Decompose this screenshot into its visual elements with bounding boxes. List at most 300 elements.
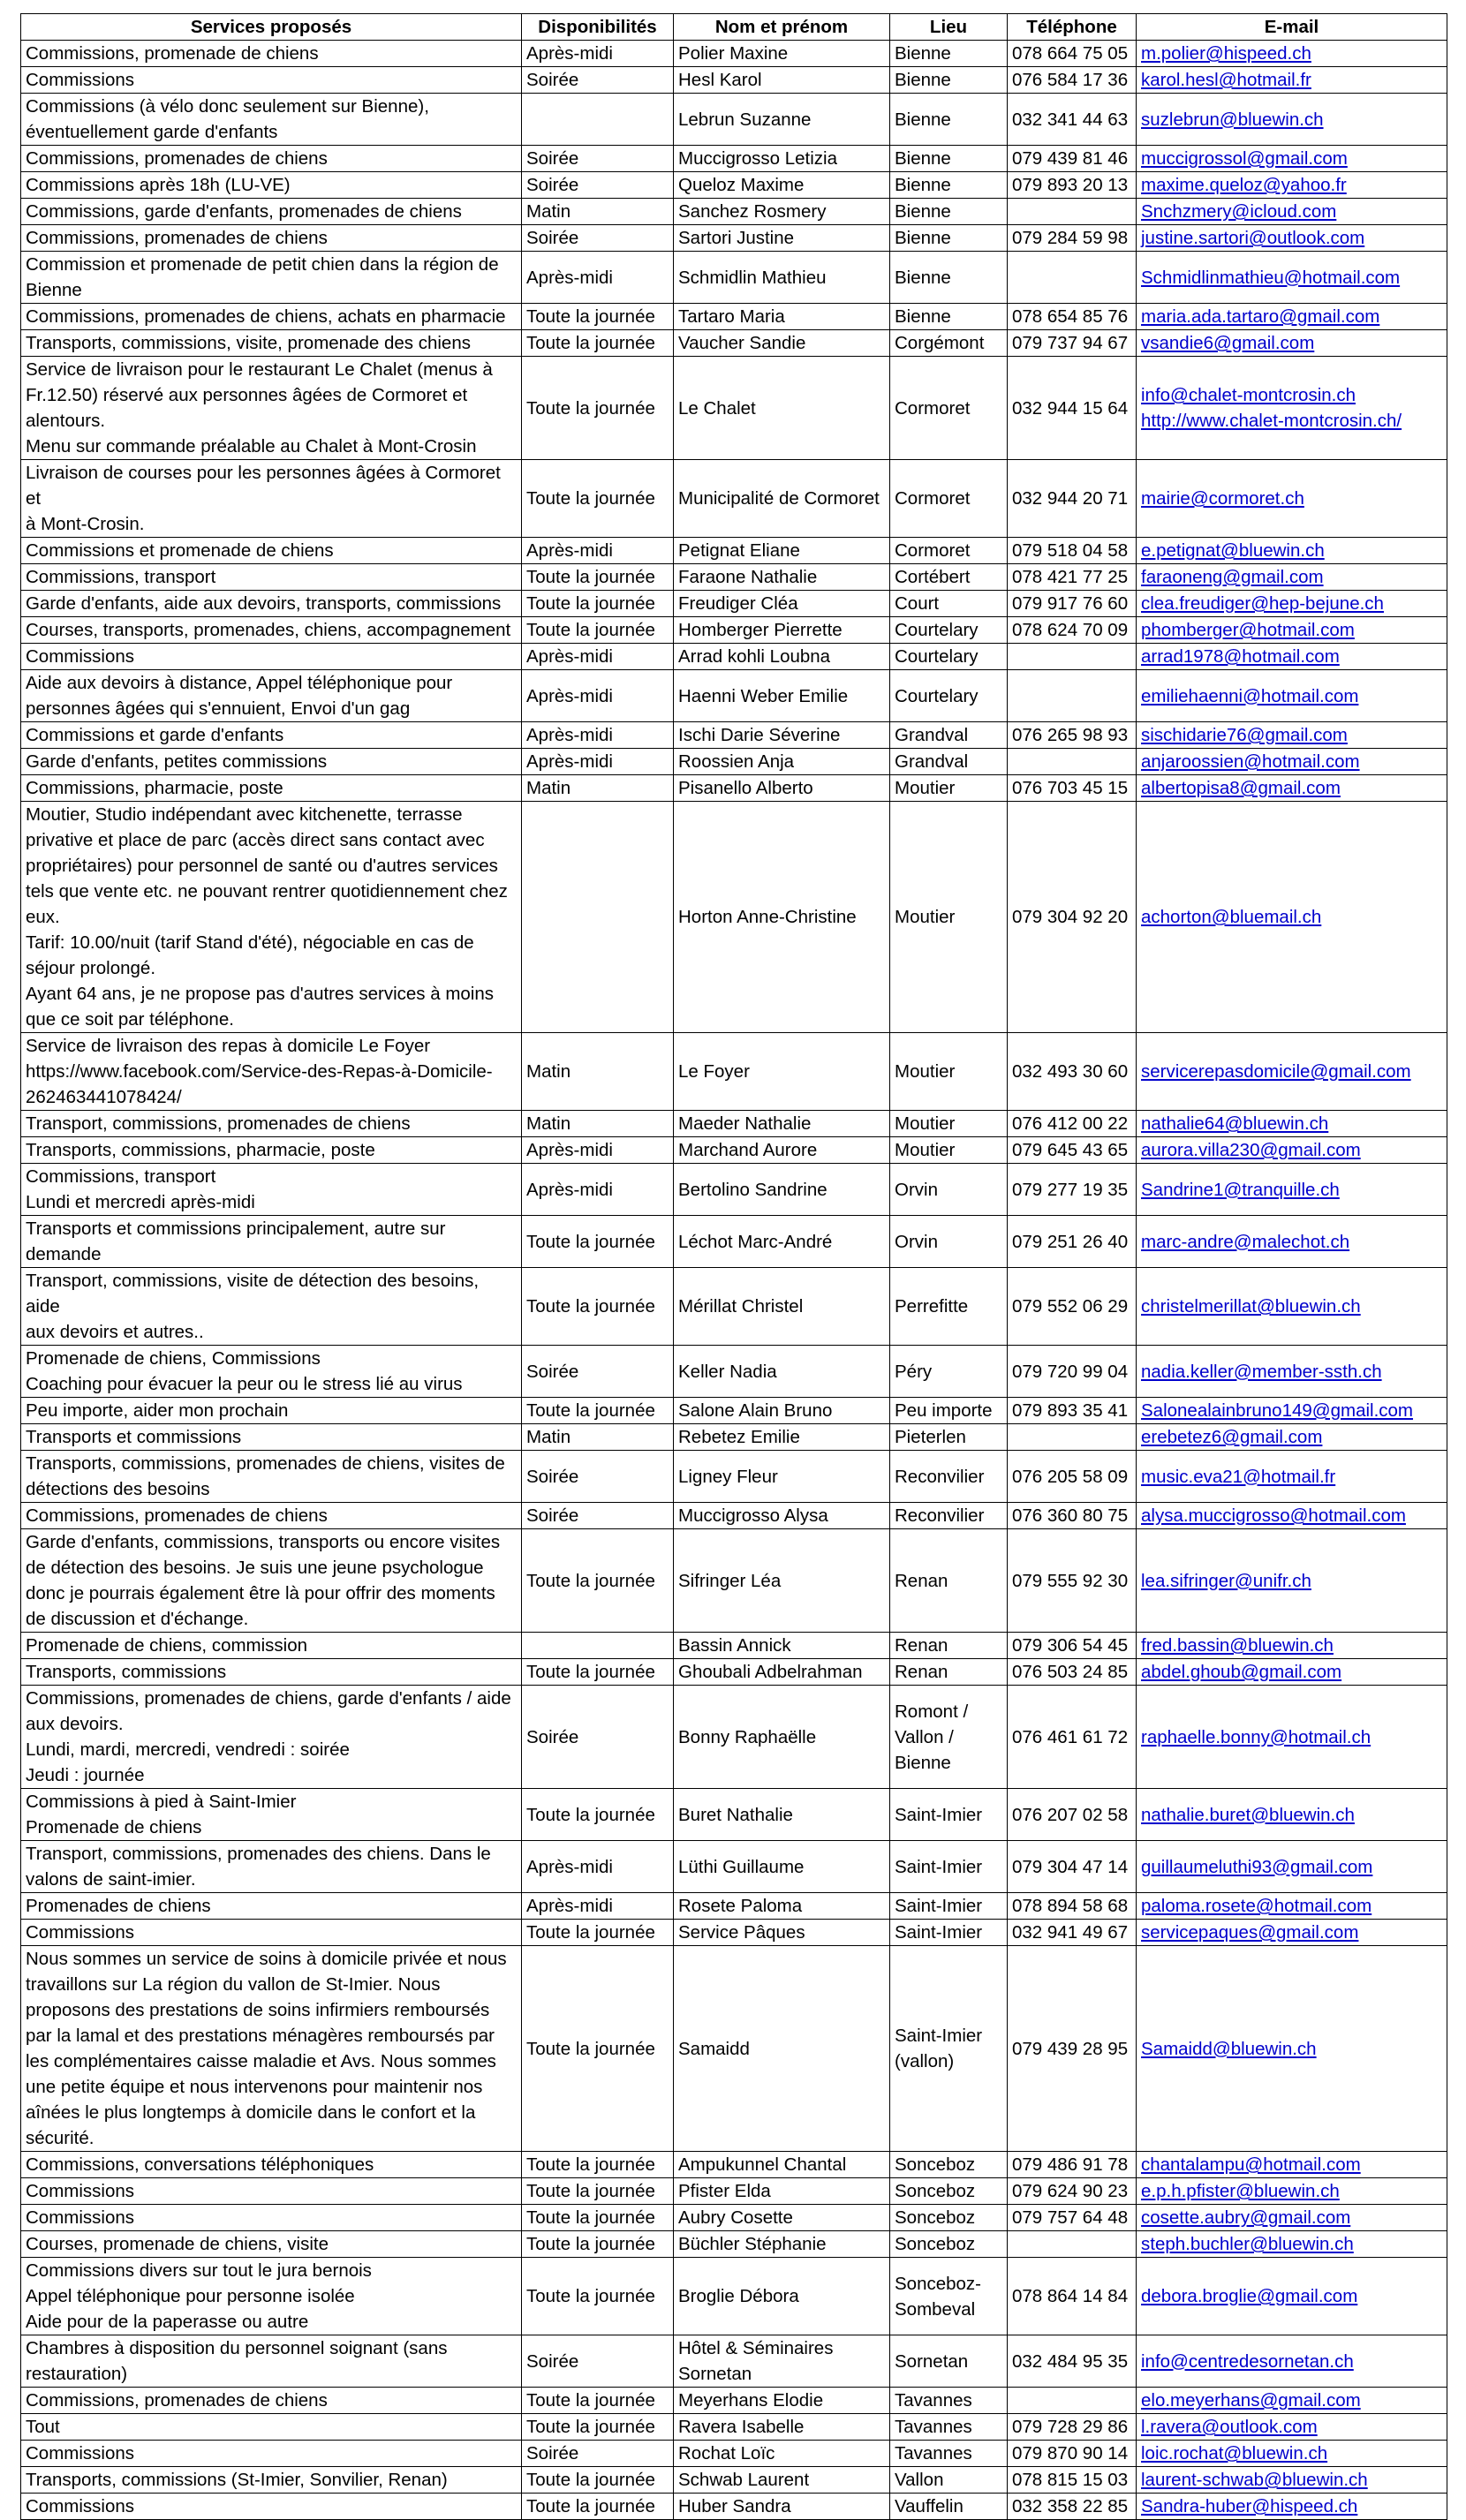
- cell-services: Commissions, transport: [21, 564, 522, 591]
- cell-name: Faraone Nathalie: [674, 564, 890, 591]
- cell-email[interactable]: phomberger@hotmail.com: [1137, 617, 1447, 644]
- cell-availability: Toute la journée: [522, 460, 674, 538]
- cell-phone: 079 518 04 58: [1008, 538, 1137, 564]
- cell-email[interactable]: Sandrine1@tranquille.ch: [1137, 1164, 1447, 1216]
- cell-email[interactable]: e.p.h.pfister@bluewin.ch: [1137, 2178, 1447, 2205]
- cell-location: Saint-Imier: [890, 1789, 1008, 1841]
- cell-name: Pfister Elda: [674, 2178, 890, 2205]
- cell-email[interactable]: maria.ada.tartaro@gmail.com: [1137, 304, 1447, 330]
- cell-name: Queloz Maxime: [674, 172, 890, 199]
- cell-services: Transports et commissions: [21, 1424, 522, 1451]
- table-row: [21, 252, 1447, 304]
- cell-location: Court: [890, 591, 1008, 617]
- cell-services: Garde d'enfants, petites commissions: [21, 749, 522, 775]
- cell-email[interactable]: vsandie6@gmail.com: [1137, 330, 1447, 357]
- cell-location: Courtelary: [890, 644, 1008, 670]
- cell-phone: [1008, 2231, 1137, 2258]
- cell-location: Corgémont: [890, 330, 1008, 357]
- table-row: [21, 1659, 1447, 1686]
- cell-phone: 079 720 99 04: [1008, 1346, 1137, 1398]
- cell-services: Commissions, conversations téléphoniques: [21, 2152, 522, 2178]
- cell-email[interactable]: nathalie.buret@bluewin.ch: [1137, 1789, 1447, 1841]
- cell-email[interactable]: servicerepasdomicile@gmail.com: [1137, 1033, 1447, 1111]
- cell-location: Saint-Imier (vallon): [890, 1946, 1008, 2152]
- table-row: [21, 1398, 1447, 1424]
- cell-phone: [1008, 199, 1137, 225]
- table-row: [21, 749, 1447, 775]
- cell-email[interactable]: Samaidd@bluewin.ch: [1137, 1946, 1447, 2152]
- cell-services: Service de livraison des repas à domicile Le Foyer https://www.facebook.com/Service-des-Repas-à-Domicile- 262463441078424/: [21, 1033, 522, 1111]
- cell-services: Commissions, promenade de chiens: [21, 41, 522, 67]
- cell-location: Romont / Vallon / Bienne: [890, 1686, 1008, 1789]
- table-row: [21, 2152, 1447, 2178]
- cell-name: Sanchez Rosmery: [674, 199, 890, 225]
- cell-availability: Après-midi: [522, 644, 674, 670]
- cell-services: Transports, commissions: [21, 1659, 522, 1686]
- table-row: [21, 1946, 1447, 2152]
- table-row: [21, 146, 1447, 172]
- cell-services: Garde d'enfants, commissions, transports ou encore visites de détection des besoins. Je suis une jeune psychologue donc je pourrais également être là pour offrir des moments de discussion et d'échange.: [21, 1529, 522, 1633]
- cell-availability: Toute la journée: [522, 2231, 674, 2258]
- cell-name: Maeder Nathalie: [674, 1111, 890, 1137]
- table-row: [21, 1503, 1447, 1529]
- cell-name: Hôtel & Séminaires Sornetan: [674, 2335, 890, 2388]
- cell-email[interactable]: cosette.aubry@gmail.com: [1137, 2205, 1447, 2231]
- cell-email[interactable]: l.ravera@outlook.com: [1137, 2414, 1447, 2441]
- cell-email[interactable]: debora.broglie@gmail.com: [1137, 2258, 1447, 2335]
- cell-email[interactable]: servicepaques@gmail.com: [1137, 1920, 1447, 1946]
- cell-location: Péry: [890, 1346, 1008, 1398]
- cell-location: Pieterlen: [890, 1424, 1008, 1451]
- cell-availability: Après-midi: [522, 1137, 674, 1164]
- cell-email[interactable]: Snchzmery@icloud.com: [1137, 199, 1447, 225]
- cell-services: Transports, commissions (St-Imier, Sonvilier, Renan): [21, 2467, 522, 2494]
- cell-services: Commission et promenade de petit chien dans la région de Bienne: [21, 252, 522, 304]
- cell-location: Courtelary: [890, 670, 1008, 722]
- cell-services: Commissions (à vélo donc seulement sur Bienne), éventuellement garde d'enfants: [21, 94, 522, 146]
- cell-services: Chambres à disposition du personnel soignant (sans restauration): [21, 2335, 522, 2388]
- cell-services: Promenades de chiens: [21, 1893, 522, 1920]
- cell-email[interactable]: arrad1978@hotmail.com: [1137, 644, 1447, 670]
- cell-phone: 079 870 90 14: [1008, 2441, 1137, 2467]
- cell-name: Rochat Loïc: [674, 2441, 890, 2467]
- table-row: [21, 1111, 1447, 1137]
- cell-services: Livraison de courses pour les personnes âgées à Cormoret et à Mont-Crosin.: [21, 460, 522, 538]
- table-row: [21, 802, 1447, 1033]
- cell-email[interactable]: emiliehaenni@hotmail.com: [1137, 670, 1447, 722]
- cell-name: Le Foyer: [674, 1033, 890, 1111]
- cell-phone: 076 584 17 36: [1008, 67, 1137, 94]
- table-row: [21, 225, 1447, 252]
- table-row: [21, 2258, 1447, 2335]
- cell-availability: Soirée: [522, 225, 674, 252]
- cell-availability: Toute la journée: [522, 2178, 674, 2205]
- cell-location: Sonceboz: [890, 2152, 1008, 2178]
- cell-email[interactable]: karol.hesl@hotmail.fr: [1137, 67, 1447, 94]
- cell-availability: Après-midi: [522, 41, 674, 67]
- header-row: [21, 14, 1447, 41]
- cell-services: Aide aux devoirs à distance, Appel téléphonique pour personnes âgées qui s'ennuient, Envoi d'un gag: [21, 670, 522, 722]
- cell-services: Commissions: [21, 2441, 522, 2467]
- cell-name: Municipalité de Cormoret: [674, 460, 890, 538]
- cell-phone: 079 439 28 95: [1008, 1946, 1137, 2152]
- cell-services: Transport, commissions, promenades des chiens. Dans le valons de saint-imier.: [21, 1841, 522, 1893]
- table-row: [21, 1686, 1447, 1789]
- cell-email[interactable]: christelmerillat@bluewin.ch: [1137, 1268, 1447, 1346]
- cell-name: Sifringer Léa: [674, 1529, 890, 1633]
- cell-availability: Toute la journée: [522, 1659, 674, 1686]
- cell-email[interactable]: loic.rochat@bluewin.ch: [1137, 2441, 1447, 2467]
- table-row: [21, 670, 1447, 722]
- cell-email[interactable]: muccigrossol@gmail.com: [1137, 146, 1447, 172]
- cell-email[interactable]: raphaelle.bonny@hotmail.ch: [1137, 1686, 1447, 1789]
- cell-email[interactable]: fred.bassin@bluewin.ch: [1137, 1633, 1447, 1659]
- cell-name: Rebetez Emilie: [674, 1424, 890, 1451]
- cell-phone: 079 304 92 20: [1008, 802, 1137, 1033]
- cell-location: Moutier: [890, 775, 1008, 802]
- cell-location: Grandval: [890, 749, 1008, 775]
- cell-name: Bonny Raphaëlle: [674, 1686, 890, 1789]
- cell-services: Garde d'enfants, aide aux devoirs, transports, commissions: [21, 591, 522, 617]
- table-row: [21, 2494, 1447, 2520]
- cell-location: Sonceboz: [890, 2178, 1008, 2205]
- cell-phone: 076 360 80 75: [1008, 1503, 1137, 1529]
- cell-email[interactable]: clea.freudiger@hep-bejune.ch: [1137, 591, 1447, 617]
- header-location: Lieu: [890, 14, 1008, 41]
- cell-phone: 079 624 90 23: [1008, 2178, 1137, 2205]
- cell-location: Vauffelin: [890, 2494, 1008, 2520]
- cell-location: Bienne: [890, 199, 1008, 225]
- cell-services: Commissions: [21, 2205, 522, 2231]
- cell-phone: 079 277 19 35: [1008, 1164, 1137, 1216]
- cell-availability: Après-midi: [522, 749, 674, 775]
- cell-phone: 079 304 47 14: [1008, 1841, 1137, 1893]
- cell-location: Orvin: [890, 1164, 1008, 1216]
- table-row: [21, 460, 1447, 538]
- cell-services: Commissions, garde d'enfants, promenades de chiens: [21, 199, 522, 225]
- cell-phone: 076 207 02 58: [1008, 1789, 1137, 1841]
- cell-availability: Soirée: [522, 1451, 674, 1503]
- cell-availability: Toute la journée: [522, 2258, 674, 2335]
- cell-availability: Après-midi: [522, 1164, 674, 1216]
- cell-location: Saint-Imier: [890, 1841, 1008, 1893]
- cell-email[interactable]: Salonealainbruno149@gmail.com: [1137, 1398, 1447, 1424]
- table-row: [21, 2335, 1447, 2388]
- cell-location: Moutier: [890, 1033, 1008, 1111]
- cell-services: Commissions et promenade de chiens: [21, 538, 522, 564]
- header-services: Services proposés: [21, 14, 522, 41]
- table-row: [21, 1346, 1447, 1398]
- cell-email[interactable]: mairie@cormoret.ch: [1137, 460, 1447, 538]
- cell-name: Salone Alain Bruno: [674, 1398, 890, 1424]
- cell-name: Buret Nathalie: [674, 1789, 890, 1841]
- cell-name: Hesl Karol: [674, 67, 890, 94]
- cell-availability: Après-midi: [522, 722, 674, 749]
- cell-phone: 078 815 15 03: [1008, 2467, 1137, 2494]
- cell-location: Vallon: [890, 2467, 1008, 2494]
- cell-services: Commissions: [21, 644, 522, 670]
- table-row: [21, 1164, 1447, 1216]
- table-row: [21, 1529, 1447, 1633]
- cell-location: Renan: [890, 1529, 1008, 1633]
- cell-name: Ravera Isabelle: [674, 2414, 890, 2441]
- cell-email[interactable]: anjaroossien@hotmail.com: [1137, 749, 1447, 775]
- cell-phone: 076 412 00 22: [1008, 1111, 1137, 1137]
- cell-phone: 079 757 64 48: [1008, 2205, 1137, 2231]
- cell-phone: 079 306 54 45: [1008, 1633, 1137, 1659]
- cell-services: Courses, promenade de chiens, visite: [21, 2231, 522, 2258]
- cell-services: Commissions et garde d'enfants: [21, 722, 522, 749]
- cell-phone: [1008, 749, 1137, 775]
- cell-availability: Toute la journée: [522, 2414, 674, 2441]
- cell-availability: Matin: [522, 1424, 674, 1451]
- table-row: [21, 1216, 1447, 1268]
- cell-services: Service de livraison pour le restaurant Le Chalet (menus à Fr.12.50) réservé aux personnes âgées de Cormoret et alentours. Menu sur commande préalable au Chalet à Mont-Crosin: [21, 357, 522, 460]
- cell-availability: Toute la journée: [522, 357, 674, 460]
- cell-location: Bienne: [890, 252, 1008, 304]
- cell-phone: 032 493 30 60: [1008, 1033, 1137, 1111]
- cell-availability: Toute la journée: [522, 1789, 674, 1841]
- cell-email[interactable]: Schmidlinmathieu@hotmail.com: [1137, 252, 1447, 304]
- cell-phone: 079 893 20 13: [1008, 172, 1137, 199]
- cell-services: Commissions, promenades de chiens: [21, 146, 522, 172]
- cell-name: Ischi Darie Séverine: [674, 722, 890, 749]
- table-row: [21, 2205, 1447, 2231]
- cell-phone: 079 552 06 29: [1008, 1268, 1137, 1346]
- cell-availability: Après-midi: [522, 1893, 674, 1920]
- cell-email[interactable]: nadia.keller@member-ssth.ch: [1137, 1346, 1447, 1398]
- cell-phone: 032 944 15 64: [1008, 357, 1137, 460]
- cell-name: Keller Nadia: [674, 1346, 890, 1398]
- cell-name: Meyerhans Elodie: [674, 2388, 890, 2414]
- cell-location: Bienne: [890, 225, 1008, 252]
- table-row: [21, 1451, 1447, 1503]
- cell-availability: [522, 94, 674, 146]
- cell-name: Ghoubali Adbelrahman: [674, 1659, 890, 1686]
- cell-email[interactable]: abdel.ghoub@gmail.com: [1137, 1659, 1447, 1686]
- cell-availability: Soirée: [522, 172, 674, 199]
- cell-email[interactable]: paloma.rosete@hotmail.com: [1137, 1893, 1447, 1920]
- cell-location: Cormoret: [890, 357, 1008, 460]
- cell-phone: 079 486 91 78: [1008, 2152, 1137, 2178]
- cell-services: Commissions, promenades de chiens, achats en pharmacie: [21, 304, 522, 330]
- cell-name: Aubry Cosette: [674, 2205, 890, 2231]
- cell-email[interactable]: justine.sartori@outlook.com: [1137, 225, 1447, 252]
- cell-name: Polier Maxine: [674, 41, 890, 67]
- cell-phone: 076 205 58 09: [1008, 1451, 1137, 1503]
- cell-email[interactable]: guillaumeluthi93@gmail.com: [1137, 1841, 1447, 1893]
- cell-name: Léchot Marc-André: [674, 1216, 890, 1268]
- cell-email[interactable]: elo.meyerhans@gmail.com: [1137, 2388, 1447, 2414]
- cell-location: Perrefitte: [890, 1268, 1008, 1346]
- cell-name: Rosete Paloma: [674, 1893, 890, 1920]
- table-row: [21, 1893, 1447, 1920]
- cell-services: Commissions, promenades de chiens: [21, 2388, 522, 2414]
- table-row: [21, 67, 1447, 94]
- cell-email[interactable]: alysa.muccigrosso@hotmail.com: [1137, 1503, 1447, 1529]
- cell-phone: 076 461 61 72: [1008, 1686, 1137, 1789]
- cell-email[interactable]: albertopisa8@gmail.com: [1137, 775, 1447, 802]
- cell-availability: Soirée: [522, 1503, 674, 1529]
- cell-phone: 079 737 94 67: [1008, 330, 1137, 357]
- cell-services: Nous sommes un service de soins à domicile privée et nous travaillons sur La région du vallon de St-Imier. Nous proposons des prestations de soins infirmiers remboursés par la lamal et des prestations ménagères remboursés par les complémentaires caisse maladie et Avs. Nous sommes une petite équipe et nous intervenons pour maintenir nos aînées le plus longtemps à domicile dans le confort et la sécurité.: [21, 1946, 522, 2152]
- cell-availability: Après-midi: [522, 1841, 674, 1893]
- cell-email[interactable]: faraoneng@gmail.com: [1137, 564, 1447, 591]
- cell-availability: Soirée: [522, 2335, 674, 2388]
- cell-availability: Toute la journée: [522, 2494, 674, 2520]
- cell-availability: Toute la journée: [522, 617, 674, 644]
- cell-availability: Soirée: [522, 67, 674, 94]
- cell-phone: 079 917 76 60: [1008, 591, 1137, 617]
- cell-location: Saint-Imier: [890, 1920, 1008, 1946]
- cell-email[interactable]: achorton@bluemail.ch: [1137, 802, 1447, 1033]
- cell-email[interactable]: m.polier@hispeed.ch: [1137, 41, 1447, 67]
- table-row: [21, 1920, 1447, 1946]
- cell-email[interactable]: sischidarie76@gmail.com: [1137, 722, 1447, 749]
- cell-availability: Toute la journée: [522, 1920, 674, 1946]
- cell-email[interactable]: lea.sifringer@unifr.ch: [1137, 1529, 1447, 1633]
- cell-phone: 032 941 49 67: [1008, 1920, 1137, 1946]
- cell-location: Saint-Imier: [890, 1893, 1008, 1920]
- cell-name: Lebrun Suzanne: [674, 94, 890, 146]
- cell-availability: Soirée: [522, 2441, 674, 2467]
- table-row: [21, 591, 1447, 617]
- cell-name: Sartori Justine: [674, 225, 890, 252]
- cell-services: Peu importe, aider mon prochain: [21, 1398, 522, 1424]
- cell-availability: Matin: [522, 1111, 674, 1137]
- cell-phone: 079 555 92 30: [1008, 1529, 1137, 1633]
- cell-name: Bassin Annick: [674, 1633, 890, 1659]
- cell-availability: Toute la journée: [522, 2467, 674, 2494]
- cell-services: Tout: [21, 2414, 522, 2441]
- cell-location: Renan: [890, 1633, 1008, 1659]
- cell-name: Broglie Débora: [674, 2258, 890, 2335]
- cell-name: Marchand Aurore: [674, 1137, 890, 1164]
- cell-name: Büchler Stéphanie: [674, 2231, 890, 2258]
- services-table: [20, 13, 1447, 2520]
- cell-name: Haenni Weber Emilie: [674, 670, 890, 722]
- header-availability: Disponibilités: [522, 14, 674, 41]
- cell-services: Commissions: [21, 1920, 522, 1946]
- cell-email[interactable]: info@chalet-montcrosin.ch http://www.chalet-montcrosin.ch/: [1137, 357, 1447, 460]
- cell-services: Transport, commissions, visite de détection des besoins, aide aux devoirs et autres..: [21, 1268, 522, 1346]
- cell-email[interactable]: nathalie64@bluewin.ch: [1137, 1111, 1447, 1137]
- cell-services: Commissions, promenades de chiens: [21, 225, 522, 252]
- cell-email[interactable]: info@centredesornetan.ch: [1137, 2335, 1447, 2388]
- table-row: [21, 1033, 1447, 1111]
- header-email: E-mail: [1137, 14, 1447, 41]
- cell-location: Sonceboz: [890, 2205, 1008, 2231]
- cell-phone: 079 284 59 98: [1008, 225, 1137, 252]
- cell-location: Cormoret: [890, 460, 1008, 538]
- cell-phone: 078 864 14 84: [1008, 2258, 1137, 2335]
- cell-location: Moutier: [890, 1137, 1008, 1164]
- cell-name: Samaidd: [674, 1946, 890, 2152]
- table-row: [21, 564, 1447, 591]
- cell-location: Grandval: [890, 722, 1008, 749]
- cell-location: Sornetan: [890, 2335, 1008, 2388]
- cell-phone: 078 664 75 05: [1008, 41, 1137, 67]
- cell-name: Tartaro Maria: [674, 304, 890, 330]
- cell-phone: 079 893 35 41: [1008, 1398, 1137, 1424]
- cell-services: Promenade de chiens, commission: [21, 1633, 522, 1659]
- cell-location: Cormoret: [890, 538, 1008, 564]
- table-row: [21, 775, 1447, 802]
- cell-phone: 078 894 58 68: [1008, 1893, 1137, 1920]
- cell-email[interactable]: suzlebrun@bluewin.ch: [1137, 94, 1447, 146]
- cell-availability: Après-midi: [522, 252, 674, 304]
- cell-availability: Matin: [522, 1033, 674, 1111]
- cell-availability: Après-midi: [522, 670, 674, 722]
- cell-email[interactable]: laurent-schwab@bluewin.ch: [1137, 2467, 1447, 2494]
- table-row: [21, 330, 1447, 357]
- cell-location: Moutier: [890, 1111, 1008, 1137]
- cell-location: Bienne: [890, 67, 1008, 94]
- cell-name: Schmidlin Mathieu: [674, 252, 890, 304]
- cell-availability: Toute la journée: [522, 564, 674, 591]
- cell-name: Le Chalet: [674, 357, 890, 460]
- table-body: [21, 41, 1447, 2520]
- cell-phone: [1008, 670, 1137, 722]
- services-sheet: [20, 13, 1447, 2520]
- cell-phone: 079 645 43 65: [1008, 1137, 1137, 1164]
- cell-email[interactable]: erebetez6@gmail.com: [1137, 1424, 1447, 1451]
- cell-location: Bienne: [890, 304, 1008, 330]
- cell-location: Sonceboz: [890, 2231, 1008, 2258]
- cell-services: Commissions: [21, 2494, 522, 2520]
- cell-services: Transport, commissions, promenades de chiens: [21, 1111, 522, 1137]
- cell-name: Homberger Pierrette: [674, 617, 890, 644]
- cell-name: Pisanello Alberto: [674, 775, 890, 802]
- table-row: [21, 2178, 1447, 2205]
- table-row: [21, 2467, 1447, 2494]
- cell-services: Commissions à pied à Saint-Imier Promenade de chiens: [21, 1789, 522, 1841]
- cell-location: Reconvilier: [890, 1503, 1008, 1529]
- cell-phone: 076 265 98 93: [1008, 722, 1137, 749]
- cell-phone: 032 341 44 63: [1008, 94, 1137, 146]
- cell-name: Muccigrosso Letizia: [674, 146, 890, 172]
- cell-email[interactable]: marc-andre@malechot.ch: [1137, 1216, 1447, 1268]
- cell-availability: Toute la journée: [522, 1216, 674, 1268]
- cell-name: Ampukunnel Chantal: [674, 2152, 890, 2178]
- cell-email[interactable]: e.petignat@bluewin.ch: [1137, 538, 1447, 564]
- cell-name: Petignat Eliane: [674, 538, 890, 564]
- cell-availability: Soirée: [522, 1686, 674, 1789]
- cell-email[interactable]: music.eva21@hotmail.fr: [1137, 1451, 1447, 1503]
- table-row: [21, 357, 1447, 460]
- cell-services: Transports, commissions, promenades de chiens, visites de détections des besoins: [21, 1451, 522, 1503]
- cell-email[interactable]: maxime.queloz@yahoo.fr: [1137, 172, 1447, 199]
- cell-location: Tavannes: [890, 2388, 1008, 2414]
- cell-services: Commissions, promenades de chiens, garde d'enfants / aide aux devoirs. Lundi, mardi, mercredi, vendredi : soirée Jeudi : journée: [21, 1686, 522, 1789]
- cell-email[interactable]: aurora.villa230@gmail.com: [1137, 1137, 1447, 1164]
- cell-availability: Toute la journée: [522, 304, 674, 330]
- cell-availability: Toute la journée: [522, 1946, 674, 2152]
- table-row: [21, 644, 1447, 670]
- cell-availability: Soirée: [522, 146, 674, 172]
- cell-email[interactable]: chantalampu@hotmail.com: [1137, 2152, 1447, 2178]
- table-row: [21, 538, 1447, 564]
- cell-availability: Matin: [522, 199, 674, 225]
- cell-availability: Toute la journée: [522, 330, 674, 357]
- cell-email[interactable]: steph.buchler@bluewin.ch: [1137, 2231, 1447, 2258]
- cell-availability: [522, 1633, 674, 1659]
- cell-email[interactable]: Sandra-huber@hispeed.ch: [1137, 2494, 1447, 2520]
- cell-services: Commissions: [21, 67, 522, 94]
- table-row: [21, 1633, 1447, 1659]
- cell-phone: [1008, 1424, 1137, 1451]
- table-row: [21, 617, 1447, 644]
